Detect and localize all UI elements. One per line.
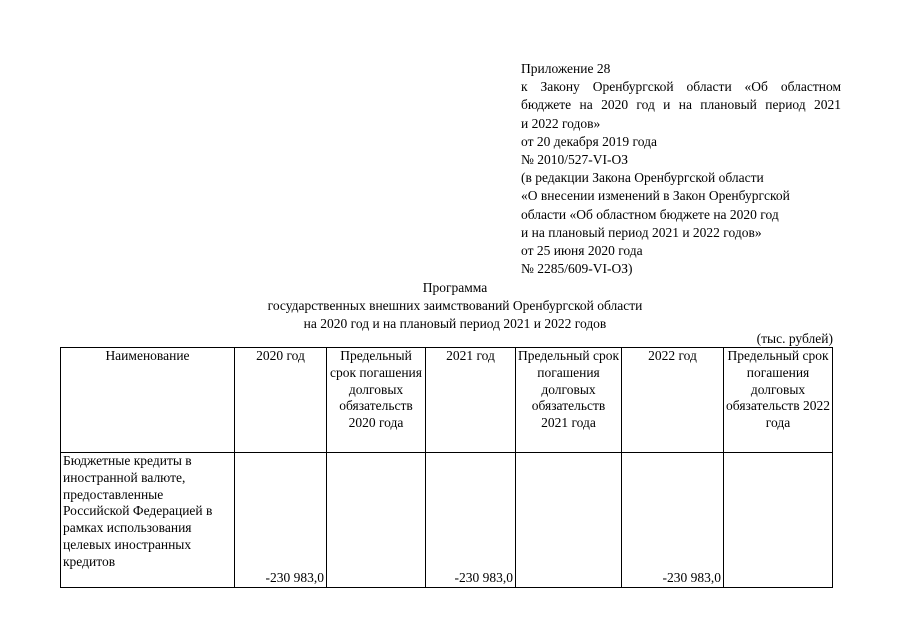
column-header: Предельный срок погашения долговых обязательств 2021 года [516,348,622,453]
table-header-row [61,348,833,453]
header-line: области «Об областном бюджете на 2020 год [521,206,779,222]
term-2022-cell [724,453,833,588]
column-header: 2020 год [235,348,327,453]
header-line: и 2022 годов» [521,115,601,131]
appendix-header [521,60,841,278]
term-2021-cell [516,453,622,588]
term-2020-cell [327,453,426,588]
title-line: Программа [422,280,488,295]
column-header: Предельный срок погашения долговых обязательств 2022 года [724,348,833,453]
table-row [61,453,833,588]
header-line: № 2010/527-VI-ОЗ [521,152,629,168]
header-line: от 25 июня 2020 года [521,243,643,259]
column-header: Наименование [61,348,235,453]
header-line: от 20 декабря 2019 года [521,133,657,149]
amount-2020-cell: -230 983,0 [235,453,327,588]
header-line: Приложение 28 [521,61,611,76]
header-line: (в редакции Закона Оренбургской области [521,170,764,186]
row-name-cell: Бюджетные кредиты в иностранной валюте, предоставленные Российской Федерацией в рамках использования целевых иностранных кредитов [61,453,235,588]
column-header: 2022 год [622,348,724,453]
amount-2022-cell: -230 983,0 [622,453,724,588]
header-line: и на плановый период 2021 и 2022 годов» [521,224,762,240]
header-line: к Закону Оренбургской области «Об областном [521,79,841,95]
header-line: бюджете на 2020 год и на плановый период 2021 [521,97,841,113]
amount-2021-cell: -230 983,0 [426,453,516,588]
document-title [200,279,710,333]
title-line: государственных внешних заимствований Оренбургской области [267,298,643,313]
column-header: Предельный срок погашения долговых обязательств 2020 года [327,348,426,453]
header-line: «О внесении изменений в Закон Оренбургской [521,188,790,204]
title-line: на 2020 год и на плановый период 2021 и 2022 годов [303,316,607,331]
header-line: № 2285/609-VI-ОЗ) [521,261,633,277]
units-note: (тыс. рублей) [756,331,833,346]
column-header: 2021 год [426,348,516,453]
borrowing-program-table [60,347,833,588]
